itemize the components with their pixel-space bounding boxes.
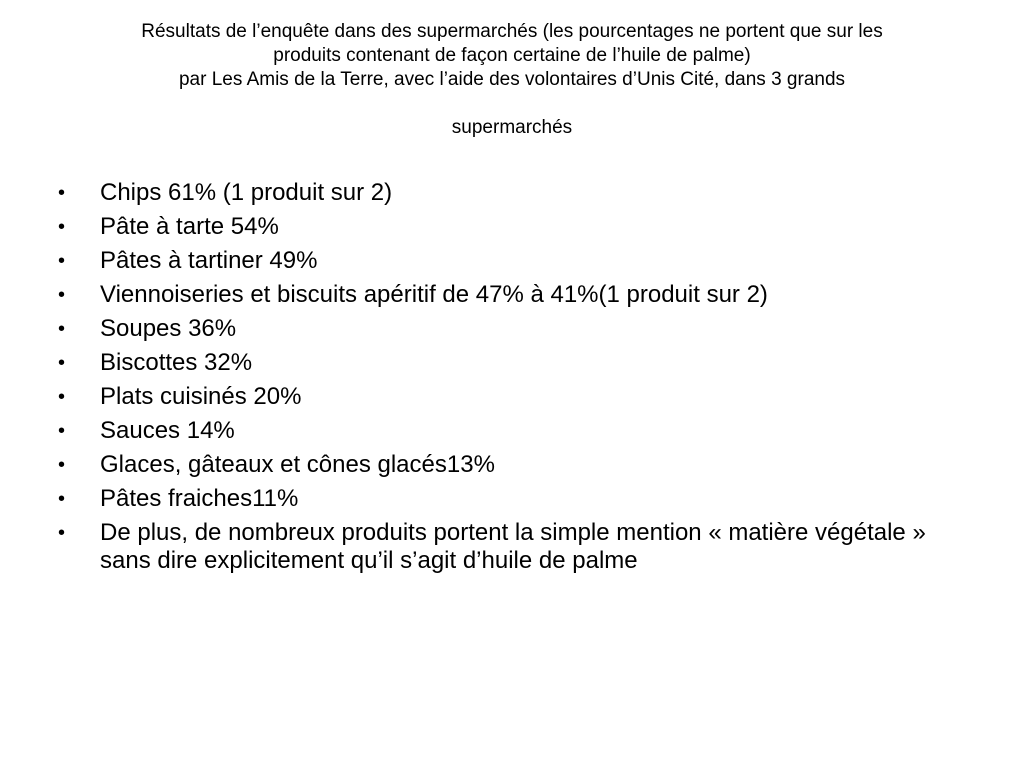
list-item (58, 281, 978, 309)
list-item-text: Pâtes à tartiner 49% (100, 247, 318, 274)
bullet-icon: • (58, 182, 66, 204)
list-item-text: Sauces 14% (100, 417, 235, 444)
bullet-icon: • (58, 488, 66, 510)
bullet-icon: • (58, 420, 66, 442)
list-item-text: Soupes 36% (100, 315, 237, 342)
list-item (58, 179, 978, 207)
list-item-text: Pâtes fraiches11% (100, 485, 299, 512)
list-item-text: Chips 61% (1 produit sur 2) (100, 179, 393, 206)
bullet-icon: • (58, 284, 66, 306)
title-line-3: par Les Amis de la Terre, avec l’aide des volontaires d’Unis Cité, dans 3 grands (178, 69, 846, 90)
title-line-1: Résultats de l’enquête dans des supermarchés (les pourcentages ne portent que sur les (141, 21, 883, 42)
list-item-text: De plus, de nombreux produits portent la simple mention « matière végétale » sans dire explicitement qu’il s’agit d’huile de palme (100, 519, 926, 574)
slide-title (40, 20, 984, 140)
list-item (58, 451, 978, 479)
list-item-text: Biscottes 32% (100, 349, 253, 376)
title-line-4: supermarchés (451, 117, 573, 138)
bullet-icon: • (58, 386, 66, 408)
list-item (58, 247, 978, 275)
list-item (58, 213, 978, 241)
bullet-icon: • (58, 352, 66, 374)
bullet-icon: • (58, 318, 66, 340)
list-item (58, 383, 978, 411)
list-item-text: Plats cuisinés 20% (100, 383, 302, 410)
bullet-list (58, 179, 978, 581)
bullet-icon: • (58, 250, 66, 272)
bullet-icon: • (58, 216, 66, 238)
list-item (58, 315, 978, 343)
list-item-text: Pâte à tarte 54% (100, 213, 279, 240)
list-item-text: Glaces, gâteaux et cônes glacés13% (100, 451, 495, 478)
list-item (58, 417, 978, 445)
title-line-2: produits contenant de façon certaine de l’huile de palme) (273, 45, 751, 66)
list-item-text: Viennoiseries et biscuits apéritif de 47% à 41%(1 produit sur 2) (100, 281, 768, 308)
bullet-icon: • (58, 522, 66, 544)
list-item (58, 349, 978, 377)
bullet-icon: • (58, 454, 66, 476)
list-item (58, 519, 978, 575)
list-item (58, 485, 978, 513)
